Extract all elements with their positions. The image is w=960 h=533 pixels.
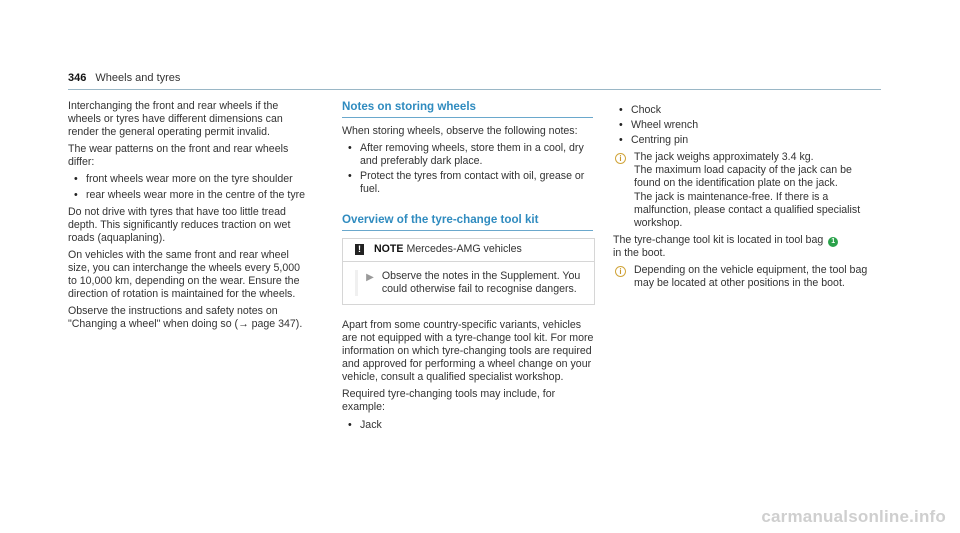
wear-list: [68, 173, 308, 201]
info-line: The jack is maintenance-free. If there is a malfunction, please contact a qualified specialist workshop.: [634, 190, 861, 229]
warning-icon: !: [355, 244, 364, 255]
note-header: [343, 239, 594, 262]
note-body: [343, 262, 594, 304]
paragraph-tool-bag: [613, 234, 881, 260]
list-item: • rear wheels wear more in the centre of the tyre: [68, 189, 308, 202]
header-rule: [68, 89, 881, 90]
paragraph-country-variants: Apart from some country-specific variants, vehicles are not equipped with a tyre-change tool kit. For more information on which tyre-changing tools are required and approved for performing a wheel change on your vehicle, consult a qualified specialist workshop.: [342, 318, 594, 384]
info-line: The maximum load capacity of the jack can be found on the identification plate on the jack.: [634, 164, 852, 190]
callout-badge: 1: [828, 237, 838, 247]
list-item: • Centring pin: [613, 134, 881, 147]
column-left: [68, 100, 308, 336]
list-item: • Wheel wrench: [613, 119, 881, 132]
note-title: NOTE: [374, 243, 404, 256]
paragraph-wear-patterns: The wear patterns on the front and rear wheels differ:: [68, 143, 289, 169]
paragraph-required-tools: Required tyre-changing tools may include, for example:: [342, 388, 556, 414]
info-jack: [613, 151, 881, 230]
info-text: [634, 151, 881, 230]
note-text: Observe the notes in the Supplement. You could otherwise fail to recognise dangers.: [381, 269, 581, 295]
info-line: Depending on the vehicle equipment, the tool bag may be located at other positions in the boot.: [634, 264, 868, 290]
info-text: [634, 264, 881, 290]
note-subject: Mercedes-AMG vehicles: [406, 243, 522, 256]
note-side-bar: [355, 270, 358, 296]
tool-bag-text: The tyre-change tool kit is located in tool bag: [613, 233, 824, 246]
page-header: [68, 72, 180, 84]
tool-bag-text-end: in the boot.: [613, 246, 666, 259]
paragraph-tread-depth: Do not drive with tyres that have too little tread depth. This significantly reduces traction on wet roads (aquaplaning).: [68, 205, 291, 244]
info-tool-bag: [613, 264, 881, 290]
paragraph-storing-intro: When storing wheels, observe the following notes:: [342, 125, 578, 138]
list-item: • front wheels wear more on the tyre shoulder: [68, 173, 308, 186]
list-item: • After removing wheels, store them in a cool, dry and preferably dark place.: [342, 142, 594, 168]
info-icon: i: [615, 266, 626, 277]
watermark: carmanualsonline.info: [761, 507, 946, 526]
section-title: Wheels and tyres: [95, 72, 181, 84]
info-icon: i: [615, 153, 626, 164]
list-item: • Jack: [342, 419, 594, 432]
arrow-right-icon: ▶: [366, 271, 374, 283]
paragraph-interchange-interval: On vehicles with the same front and rear wheel size, you can interchange the wheels every 5,000 to 10,000 km, depending on the wear. Ensure the direction of rotation is maintained for the wheels.: [68, 248, 301, 301]
tools-list: [342, 419, 594, 432]
column-right: [613, 102, 881, 294]
page-number: 346: [68, 72, 87, 84]
note-box: [342, 238, 595, 305]
list-item: • Protect the tyres from contact with oil, grease or fuel.: [342, 170, 594, 196]
info-line: The jack weighs approximately 3.4 kg.: [634, 151, 814, 164]
list-item: • Chock: [613, 104, 881, 117]
paragraph-observe-instructions[interactable]: Observe the instructions and safety notes on "Changing a wheel" when doing so (→ page 347).: [68, 305, 303, 331]
tools-list-continued: [613, 104, 881, 147]
storing-list: [342, 142, 594, 196]
paragraph-interchanging: Interchanging the front and rear wheels if the wheels or tyres have different dimensions can render the general operating permit invalid.: [68, 100, 283, 139]
column-middle: [342, 100, 594, 436]
heading-storing-wheels: Notes on storing wheels: [342, 100, 593, 118]
heading-tool-kit-overview: Overview of the tyre-change tool kit: [342, 213, 593, 231]
